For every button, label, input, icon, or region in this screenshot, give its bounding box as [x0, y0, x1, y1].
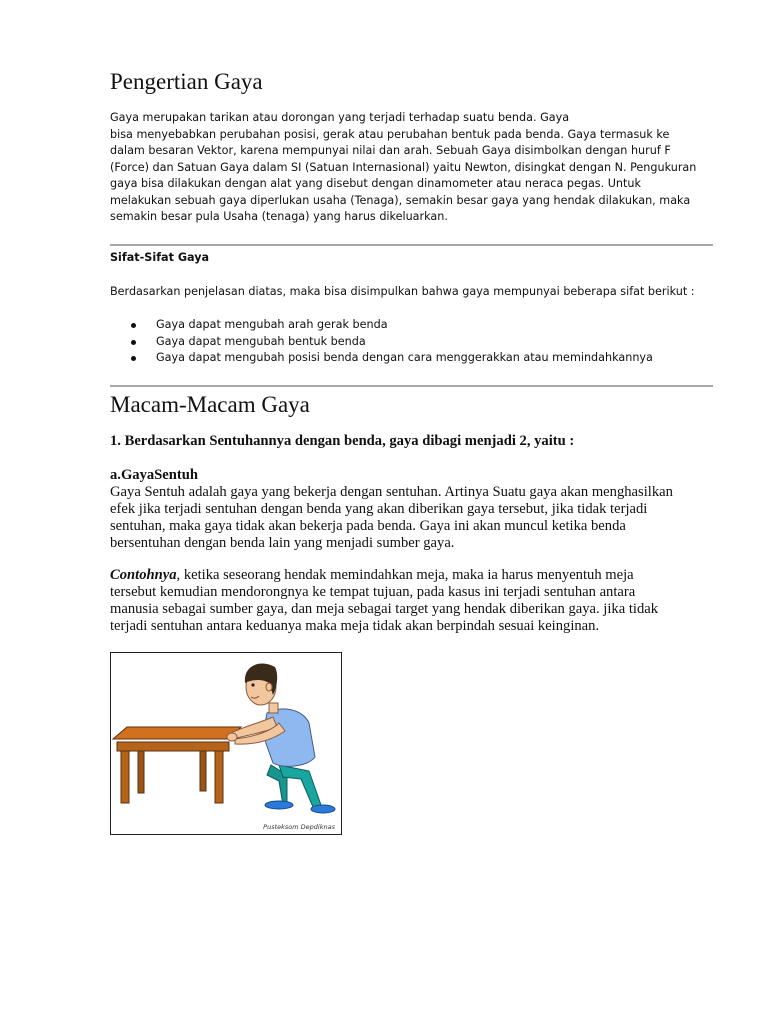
- paragraph-line: (Force) dan Satuan Gaya dalam SI (Satuan Internasional) yaitu Newton, disingkat dengan N. Pengukuran: [110, 160, 697, 174]
- table-top: [113, 727, 241, 739]
- sifat-heading: Sifat-Sifat Gaya: [110, 251, 210, 264]
- bullet-icon: [131, 340, 136, 345]
- example-label: Contohnya: [110, 567, 177, 583]
- table-apron: [117, 742, 229, 751]
- sifat-intro: Berdasarkan penjelasan diatas, maka bisa disimpulkan bahwa gaya mempunyai beberapa sifat berikut :: [110, 285, 695, 298]
- table-leg: [121, 749, 129, 803]
- paragraph-line: efek jika terjadi sentuhan dengan benda yang akan diberikan gaya tersebut, jika tidak terjadi: [110, 501, 648, 517]
- bullet-icon: [131, 323, 136, 328]
- person-neck: [269, 703, 278, 713]
- bullet-icon: [131, 356, 136, 361]
- list-item: [110, 317, 715, 334]
- paragraph-line: melakukan sebuah gaya diperlukan usaha (Tenaga), semakin besar gaya yang hendak dilakukan, maka: [110, 193, 691, 207]
- person-pushing-table-illustration: [110, 652, 342, 835]
- paragraph-line: gaya bisa dilakukan dengan alat yang disebut dengan dinamometer atau neraca pegas. Untuk: [110, 177, 641, 190]
- paragraph-line: manusia sebagai sumber gaya, dan meja sebagai target yang hendak diberikan gaya. jika tidak: [110, 601, 659, 617]
- table-leg: [138, 749, 144, 793]
- image-credit: Pusteksom Depdiknas: [263, 823, 335, 831]
- paragraph-line: tersebut kemudian mendorongnya ke tempat tujuan, pada kasus ini terjadi sentuhan antara: [110, 584, 636, 600]
- paragraph-line: terjadi sentuhan antara keduanya maka meja tidak akan berpindah sesuai keinginan.: [110, 618, 600, 634]
- sifat-list: [110, 317, 715, 367]
- example-text: , ketika seseorang hendak memindahkan meja, maka ia harus menyentuh meja: [176, 567, 634, 583]
- paragraph-line: Gaya Sentuh adalah gaya yang bekerja dengan sentuhan. Artinya Suatu gaya akan menghasilkan: [110, 484, 673, 500]
- person-hand: [227, 733, 237, 741]
- section-title-macam-macam-gaya: Macam-Macam Gaya: [110, 392, 310, 417]
- shoe: [311, 805, 335, 813]
- section-title-pengertian-gaya: Pengertian Gaya: [110, 69, 263, 94]
- list-item-text: Gaya dapat mengubah posisi benda dengan cara menggerakkan atau memindahkannya: [156, 351, 653, 364]
- gaya-sentuh-heading: a.GayaSentuh: [110, 467, 198, 483]
- list-item: [110, 334, 715, 351]
- table-leg: [215, 749, 223, 803]
- list-item-text: Gaya dapat mengubah bentuk benda: [156, 334, 366, 348]
- list-item: [110, 350, 715, 367]
- classification-subheading: 1. Berdasarkan Sentuhannya dengan benda, gaya dibagi menjadi 2, yaitu :: [110, 433, 575, 449]
- paragraph-line: bersentuhan dengan benda lain yang menjadi sumber gaya.: [110, 535, 455, 551]
- horizontal-divider: [110, 244, 713, 246]
- table-leg: [200, 749, 206, 791]
- horizontal-divider: [110, 385, 713, 387]
- pushing-table-drawing: [111, 653, 341, 834]
- paragraph-line: Gaya merupakan tarikan atau dorongan yang terjadi terhadap suatu benda. Gaya: [110, 111, 570, 124]
- definition-paragraph: [110, 110, 715, 226]
- example-paragraph: [110, 567, 715, 635]
- person-eye: [251, 683, 254, 686]
- paragraph-line: [110, 567, 715, 584]
- list-item-text: Gaya dapat mengubah arah gerak benda: [156, 318, 388, 331]
- person-ear: [266, 683, 272, 691]
- paragraph-line: semakin besar pula Usaha (tenaga) yang harus dikeluarkan.: [110, 210, 448, 223]
- paragraph-line: dalam besaran Vektor, karena mempunyai nilai dan arah. Sebuah Gaya disimbolkan dengan huruf F: [110, 144, 671, 157]
- paragraph-line: sentuhan, maka gaya tidak akan bekerja pada benda. Gaya ini akan muncul ketika benda: [110, 518, 626, 534]
- shoe: [265, 801, 293, 809]
- paragraph-line: bisa menyebabkan perubahan posisi, gerak atau perubahan bentuk pada benda. Gaya termasuk ke: [110, 127, 670, 141]
- gaya-sentuh-paragraph: [110, 484, 715, 552]
